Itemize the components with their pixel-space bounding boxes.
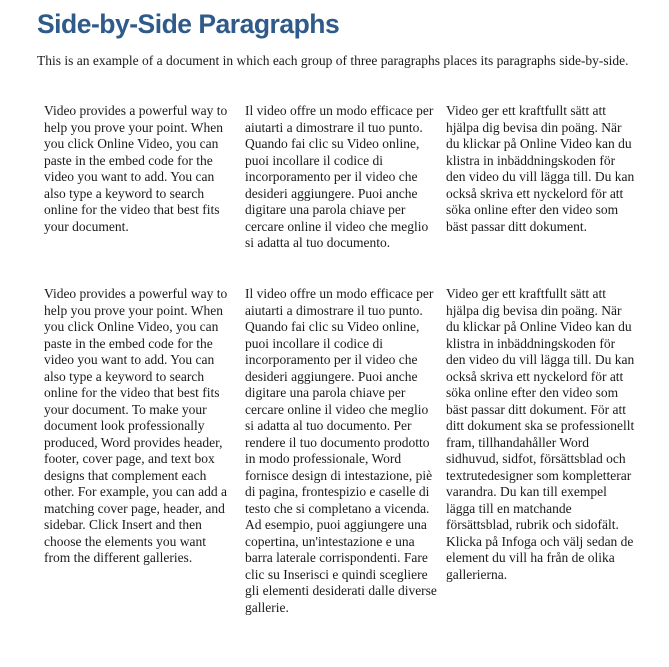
paragraph-english: Video provides a powerful way to help you prove your point. When you click Online Video, you can paste in the embed code for the video you want to add. You can also type a keyword to search online for the video that best fits your document. xyxy=(44,103,228,234)
paragraph-swedish: Video ger ett kraftfullt sätt att hjälpa dig bevisa din poäng. När du klickar på Online Video kan du klistra in inbäddningskoden för den video du vill lägga till. Du kan också skriva ett nyckelord för att söka online efter den video som bäst passar ditt dokument. xyxy=(446,103,635,234)
paragraph-italian: Il video offre un modo efficace per aiutarti a dimostrare il tuo punto. Quando fai clic su Video online, puoi incollare il codice di incorporamento per il video che desideri aggiungere. Puoi anche digitare una parola chiave per cercare online il video che meglio si adatta al tuo documento. xyxy=(245,103,434,250)
paragraph-english: Video provides a powerful way to help you prove your point. When you click Online Video, you can paste in the embed code for the video you want to add. You can also type a keyword to search online for the video that best fits your document. To make your document look professionally produced, Word provides header, footer, cover page, and text box designs that complement each other. For example, you can add a matching cover page, header, and sidebar. Click Insert and then choose the elements you want from the different galleries. xyxy=(44,286,228,565)
paragraph-italian: Il video offre un modo efficace per aiutarti a dimostrare il tuo punto. Quando fai clic su Video online, puoi incollare il codice di incorporamento per il video che desideri aggiungere. Puoi anche digitare una parola chiave per cercare online il video che meglio si adatta al tuo documento. Per rendere il tuo documento prodotto in modo professionale, Word fornisce design di intestazione, piè di pagina, frontespizio e caselle di testo che si completano a vicenda. Ad esempio, puoi aggiungere una copertina, un'intestazione e una barra laterale corrispondenti. Fare clic su Inserisci e quindi scegliere gli elementi desiderati dalle diverse gallerie. xyxy=(245,286,437,615)
intro-paragraph: This is an example of a document in which each group of three paragraphs places its paragraphs side-by-side. xyxy=(37,53,629,68)
page-title: Side-by-Side Paragraphs xyxy=(37,9,340,39)
paragraph-swedish: Video ger ett kraftfullt sätt att hjälpa dig bevisa din poäng. När du klickar på Online Video kan du klistra in inbäddningskoden för den video du vill lägga till. Du kan också skriva ett nyckelord för att söka online efter den video som bäst passar ditt dokument. För att ditt dokument ska se professionellt fram, tillhandahåller Word sidhuvud, sidfot, försättsblad och textrutedesigner som kompletterar varandra. Du kan till exempel lägga till en matchande försättsblad, rubrik och sidofält. Klicka på Infoga och välj sedan de element du vill ha från de olika gallerierna. xyxy=(446,286,635,582)
